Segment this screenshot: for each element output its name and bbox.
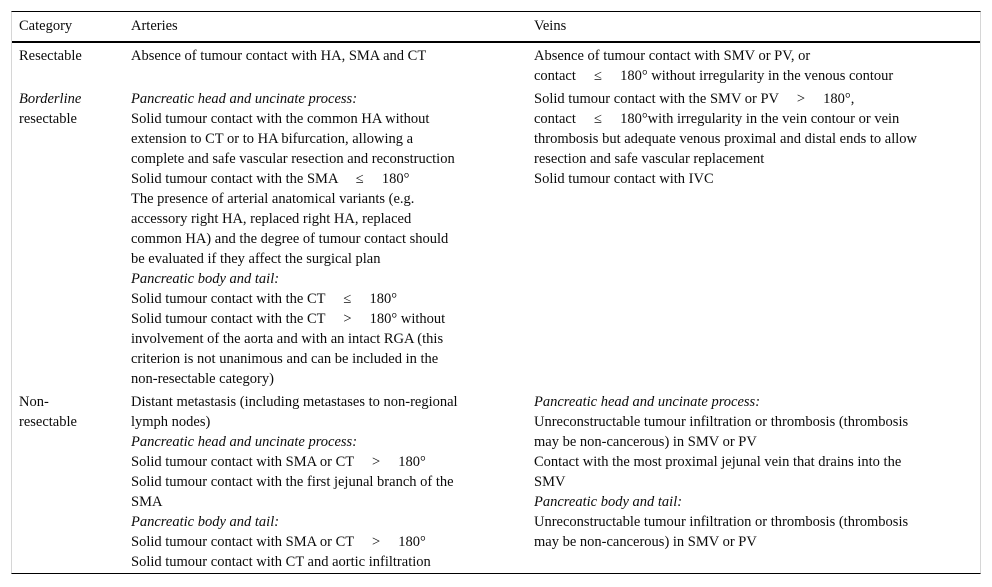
text-line: lymph nodes)	[131, 414, 211, 430]
text-line: Solid tumour contact with the first jejunal branch of the	[131, 474, 454, 490]
column-header-label: Arteries	[131, 18, 178, 34]
text-line: Solid tumour contact with IVC	[534, 171, 714, 187]
text-line: Solid tumour contact with SMA or CT > 180°	[131, 454, 426, 470]
text-line: thrombosis but adequate venous proximal and distal ends to allow	[534, 131, 917, 147]
veins-cell	[527, 392, 980, 572]
arteries-cell	[124, 392, 527, 572]
table-body	[12, 43, 980, 573]
text-line: accessory right HA, replaced right HA, replaced	[131, 211, 412, 227]
text-line: Pancreatic head and uncinate process:	[131, 91, 358, 107]
text-line: Pancreatic body and tail:	[131, 514, 280, 530]
text-line: Non-	[19, 394, 49, 410]
table-row-resectable	[12, 43, 980, 86]
text-line: Absence of tumour contact with SMV or PV, or	[534, 48, 811, 64]
category-cell	[12, 46, 124, 86]
text-line: Solid tumour contact with the SMV or PV > 180°,	[534, 91, 855, 107]
text-line: Contact with the most proximal jejunal vein that drains into the	[534, 454, 902, 470]
column-header-label: Category	[19, 18, 73, 34]
table-header-row	[12, 12, 980, 43]
text-line: Borderline	[19, 91, 82, 107]
text-line: contact ≤ 180°with irregularity in the vein contour or vein	[534, 111, 900, 127]
text-line: Resectable	[19, 48, 82, 64]
text-line: Solid tumour contact with the SMA ≤ 180°	[131, 171, 410, 187]
text-line: The presence of arterial anatomical variants (e.g.	[131, 191, 415, 207]
text-line: SMA	[131, 494, 163, 510]
text-line: Distant metastasis (including metastases to non-regional	[131, 394, 458, 410]
table-row-non-resectable	[12, 389, 980, 572]
table-row-borderline-resectable	[12, 86, 980, 389]
text-line: non-resectable category)	[131, 371, 274, 387]
text-line: resection and safe vascular replacement	[534, 151, 765, 167]
text-line: involvement of the aorta and with an intact RGA (this	[131, 331, 444, 347]
text-line: Pancreatic body and tail:	[534, 494, 683, 510]
text-line: Pancreatic head and uncinate process:	[534, 394, 761, 410]
text-line: be evaluated if they affect the surgical plan	[131, 251, 381, 267]
column-header-arteries	[124, 16, 527, 36]
text-line: extension to CT or to HA bifurcation, allowing a	[131, 131, 414, 147]
veins-cell	[527, 46, 980, 86]
text-line: Solid tumour contact with CT and aortic infiltration	[131, 554, 431, 570]
text-line: Pancreatic body and tail:	[131, 271, 280, 287]
veins-cell	[527, 89, 980, 389]
text-line: resectable	[19, 414, 77, 430]
text-line: Solid tumour contact with the CT ≤ 180°	[131, 291, 398, 307]
text-line: Solid tumour contact with the common HA without	[131, 111, 430, 127]
text-line: may be non-cancerous) in SMV or PV	[534, 434, 757, 450]
text-line: common HA) and the degree of tumour contact should	[131, 231, 449, 247]
text-line: Unreconstructable tumour infiltration or thrombosis (thrombosis	[534, 414, 909, 430]
column-header-category	[12, 16, 124, 36]
category-cell	[12, 89, 124, 389]
text-line: SMV	[534, 474, 566, 490]
text-line: Pancreatic head and uncinate process:	[131, 434, 358, 450]
text-line: Solid tumour contact with SMA or CT > 180°	[131, 534, 426, 550]
column-header-label: Veins	[534, 18, 567, 34]
text-line: Unreconstructable tumour infiltration or thrombosis (thrombosis	[534, 514, 909, 530]
arteries-cell	[124, 46, 527, 86]
text-line: criterion is not unanimous and can be included in the	[131, 351, 439, 367]
text-line: resectable	[19, 111, 77, 127]
column-header-veins	[527, 16, 980, 36]
resectability-criteria-table	[11, 11, 981, 574]
text-line: Solid tumour contact with the CT > 180° without	[131, 311, 446, 327]
text-line: complete and safe vascular resection and reconstruction	[131, 151, 455, 167]
text-line: Absence of tumour contact with HA, SMA and CT	[131, 48, 427, 64]
text-line: may be non-cancerous) in SMV or PV	[534, 534, 757, 550]
category-cell	[12, 392, 124, 572]
arteries-cell	[124, 89, 527, 389]
text-line: contact ≤ 180° without irregularity in the venous contour	[534, 68, 894, 84]
